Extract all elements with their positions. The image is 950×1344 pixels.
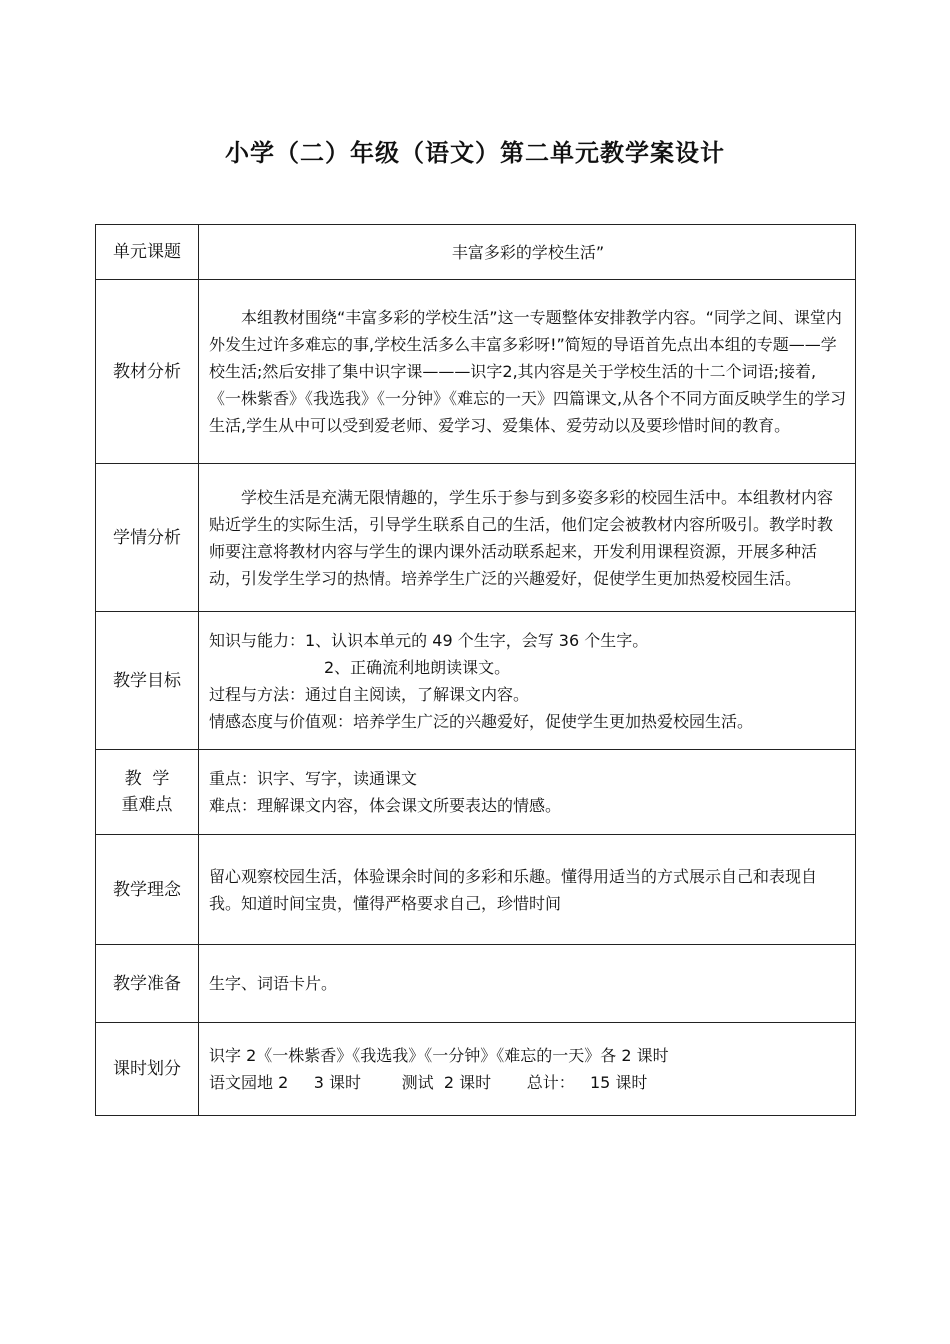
row-teaching-philosophy <box>96 835 856 945</box>
key-points-label <box>96 750 199 835</box>
row-preparation <box>96 945 856 1023</box>
difficult-point: 难点：理解课文内容，体会课文所要表达的情感。 <box>209 796 562 815</box>
key-points-label-line2: 重难点 <box>121 795 173 815</box>
row-unit-topic <box>96 225 856 280</box>
teaching-philosophy-text: 留心观察校园生活，体验课余时间的多彩和乐趣。懂得用适当的方式展示自己和表现自我。知道时间宝贵，懂得严格要求自己，珍惜时间 <box>199 835 856 945</box>
material-analysis-text: 本组教材围绕“丰富多彩的学校生活”这一专题整体安排教学内容。“同学之间、课堂内外发生过许多难忘的事,学校生活多么丰富多彩呀!”简短的导语首先点出本组的专题——学校生活;然后安排了集中识字课———识字2,其内容是关于学校生活的十二个词语;接着,《一株紫香》《我选我》《一分钟》《难忘的一天》四篇课文,从各个不同方面反映学生的学习生活,学生从中可以受到爱老师、爱学习、爱集体、爱劳动以及要珍惜时间的教育。 <box>199 280 856 464</box>
goal-attitude: 情感态度与价值观：培养学生广泛的兴趣爱好，促使学生更加热爱校园生活。 <box>209 711 754 731</box>
key-points-cell <box>199 750 856 835</box>
goal-knowledge: 知识与能力：1、认识本单元的 49 个生字，会写 36 个生字。 <box>209 630 649 650</box>
unit-topic-label: 单元课题 <box>96 225 199 280</box>
teaching-goals-label: 教学目标 <box>96 612 199 750</box>
preparation-label: 教学准备 <box>96 945 199 1023</box>
schedule-label: 课时划分 <box>96 1023 199 1116</box>
preparation-text: 生字、词语卡片。 <box>199 945 856 1023</box>
schedule-line-totals: 语文园地 2 3 课时 测试 2 课时 总计： 15 课时 <box>209 1073 648 1092</box>
row-student-analysis <box>96 464 856 612</box>
schedule-cell <box>199 1023 856 1116</box>
unit-topic-value: 丰富多彩的学校生活” <box>199 225 856 280</box>
key-point: 重点：识字、写字，读通课文 <box>209 769 418 788</box>
schedule-line-lessons: 识字 2《一株紫香》《我选我》《一分钟》《难忘的一天》各 2 课时 <box>209 1046 669 1065</box>
goal-reading: 2、正确流利地朗读课文。 <box>324 657 511 677</box>
row-key-points <box>96 750 856 835</box>
row-teaching-goals <box>96 612 856 750</box>
student-analysis-text: 学校生活是充满无限情趣的，学生乐于参与到多姿多彩的校园生活中。本组教材内容贴近学生的实际生活，引导学生联系自己的生活，他们定会被教材内容所吸引。教学时教师要注意将教材内容与学生的课内课外活动联系起来，开发利用课程资源，开展多种活动，引发学生学习的热情。培养学生广泛的兴趣爱好，促使学生更加热爱校园生活。 <box>199 464 856 612</box>
row-schedule <box>96 1023 856 1116</box>
goal-process: 过程与方法：通过自主阅读，了解课文内容。 <box>209 684 530 704</box>
material-analysis-label: 教材分析 <box>96 280 199 464</box>
lesson-plan-table <box>95 224 856 1116</box>
document-title: 小学（二）年级（语文）第二单元教学案设计 <box>225 139 725 167</box>
student-analysis-label: 学情分析 <box>96 464 199 612</box>
teaching-goals-cell <box>199 612 856 750</box>
row-material-analysis <box>96 280 856 464</box>
teaching-philosophy-label: 教学理念 <box>96 835 199 945</box>
key-points-label-line1: 教 学 <box>124 769 170 789</box>
